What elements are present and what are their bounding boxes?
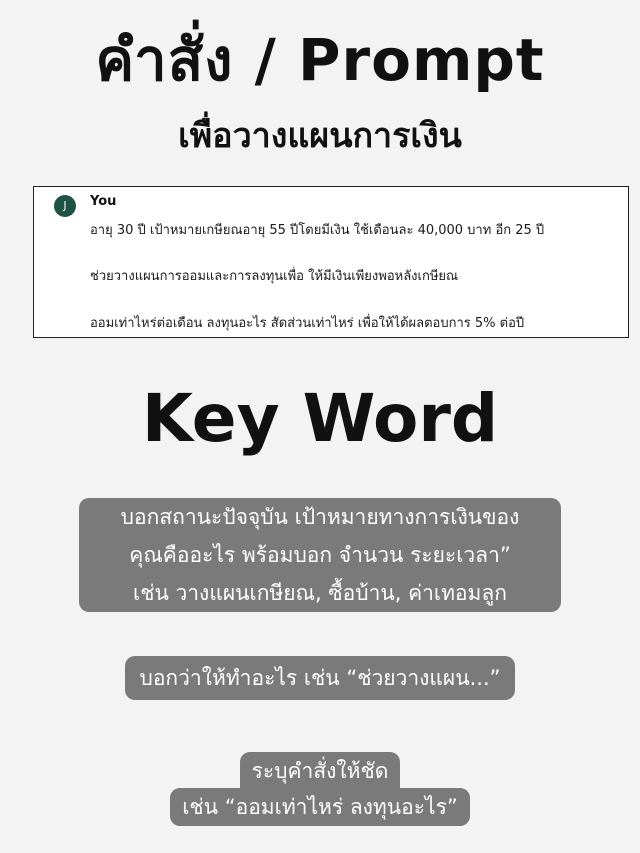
page-title: คำสั่ง / Prompt <box>95 26 545 94</box>
keyword-tip-task <box>0 656 640 700</box>
tip-line: บอกสถานะปัจจุบัน เป้าหมายทางการเงินของ <box>79 498 561 536</box>
tip-line: คุณคืออะไร พร้อมบอก จำนวน ระยะเวลา” <box>79 536 561 574</box>
tip-line: ระบุคำสั่งให้ชัด <box>240 752 401 790</box>
keyword-tip-context <box>0 498 640 612</box>
tip-line: เช่น “ออมเท่าไหร่ ลงทุนอะไร” <box>170 788 470 826</box>
keyword-tip-instruction <box>0 752 640 826</box>
message-line: ช่วยวางแผนการออมและการลงทุนเพื่อ ให้มีเงินเพียงพอหลังเกษียณ <box>90 269 459 284</box>
tip-line: บอกว่าให้ทำอะไร เช่น “ช่วยวางแผน...” <box>125 656 514 700</box>
message-line: ออมเท่าไหร่ต่อเดือน ลงทุนอะไร สัดส่วนเท่าไหร่ เพื่อให้ได้ผลตอบการ 5% ต่อปี <box>90 316 525 331</box>
user-avatar: J <box>54 195 76 217</box>
sender-name: You <box>90 194 117 209</box>
keyword-heading: Key Word <box>141 380 499 457</box>
message-line: อายุ 30 ปี เป้าหมายเกษียณอายุ 55 ปีโดยมีเงิน ใช้เดือนละ 40,000 บาท อีก 25 ปี <box>90 223 545 238</box>
chat-message-box <box>33 186 629 338</box>
tip-line: เช่น วางแผนเกษียณ, ซื้อบ้าน, ค่าเทอมลูก <box>79 574 561 612</box>
page-subtitle: เพื่อวางแผนการเงิน <box>178 116 462 156</box>
